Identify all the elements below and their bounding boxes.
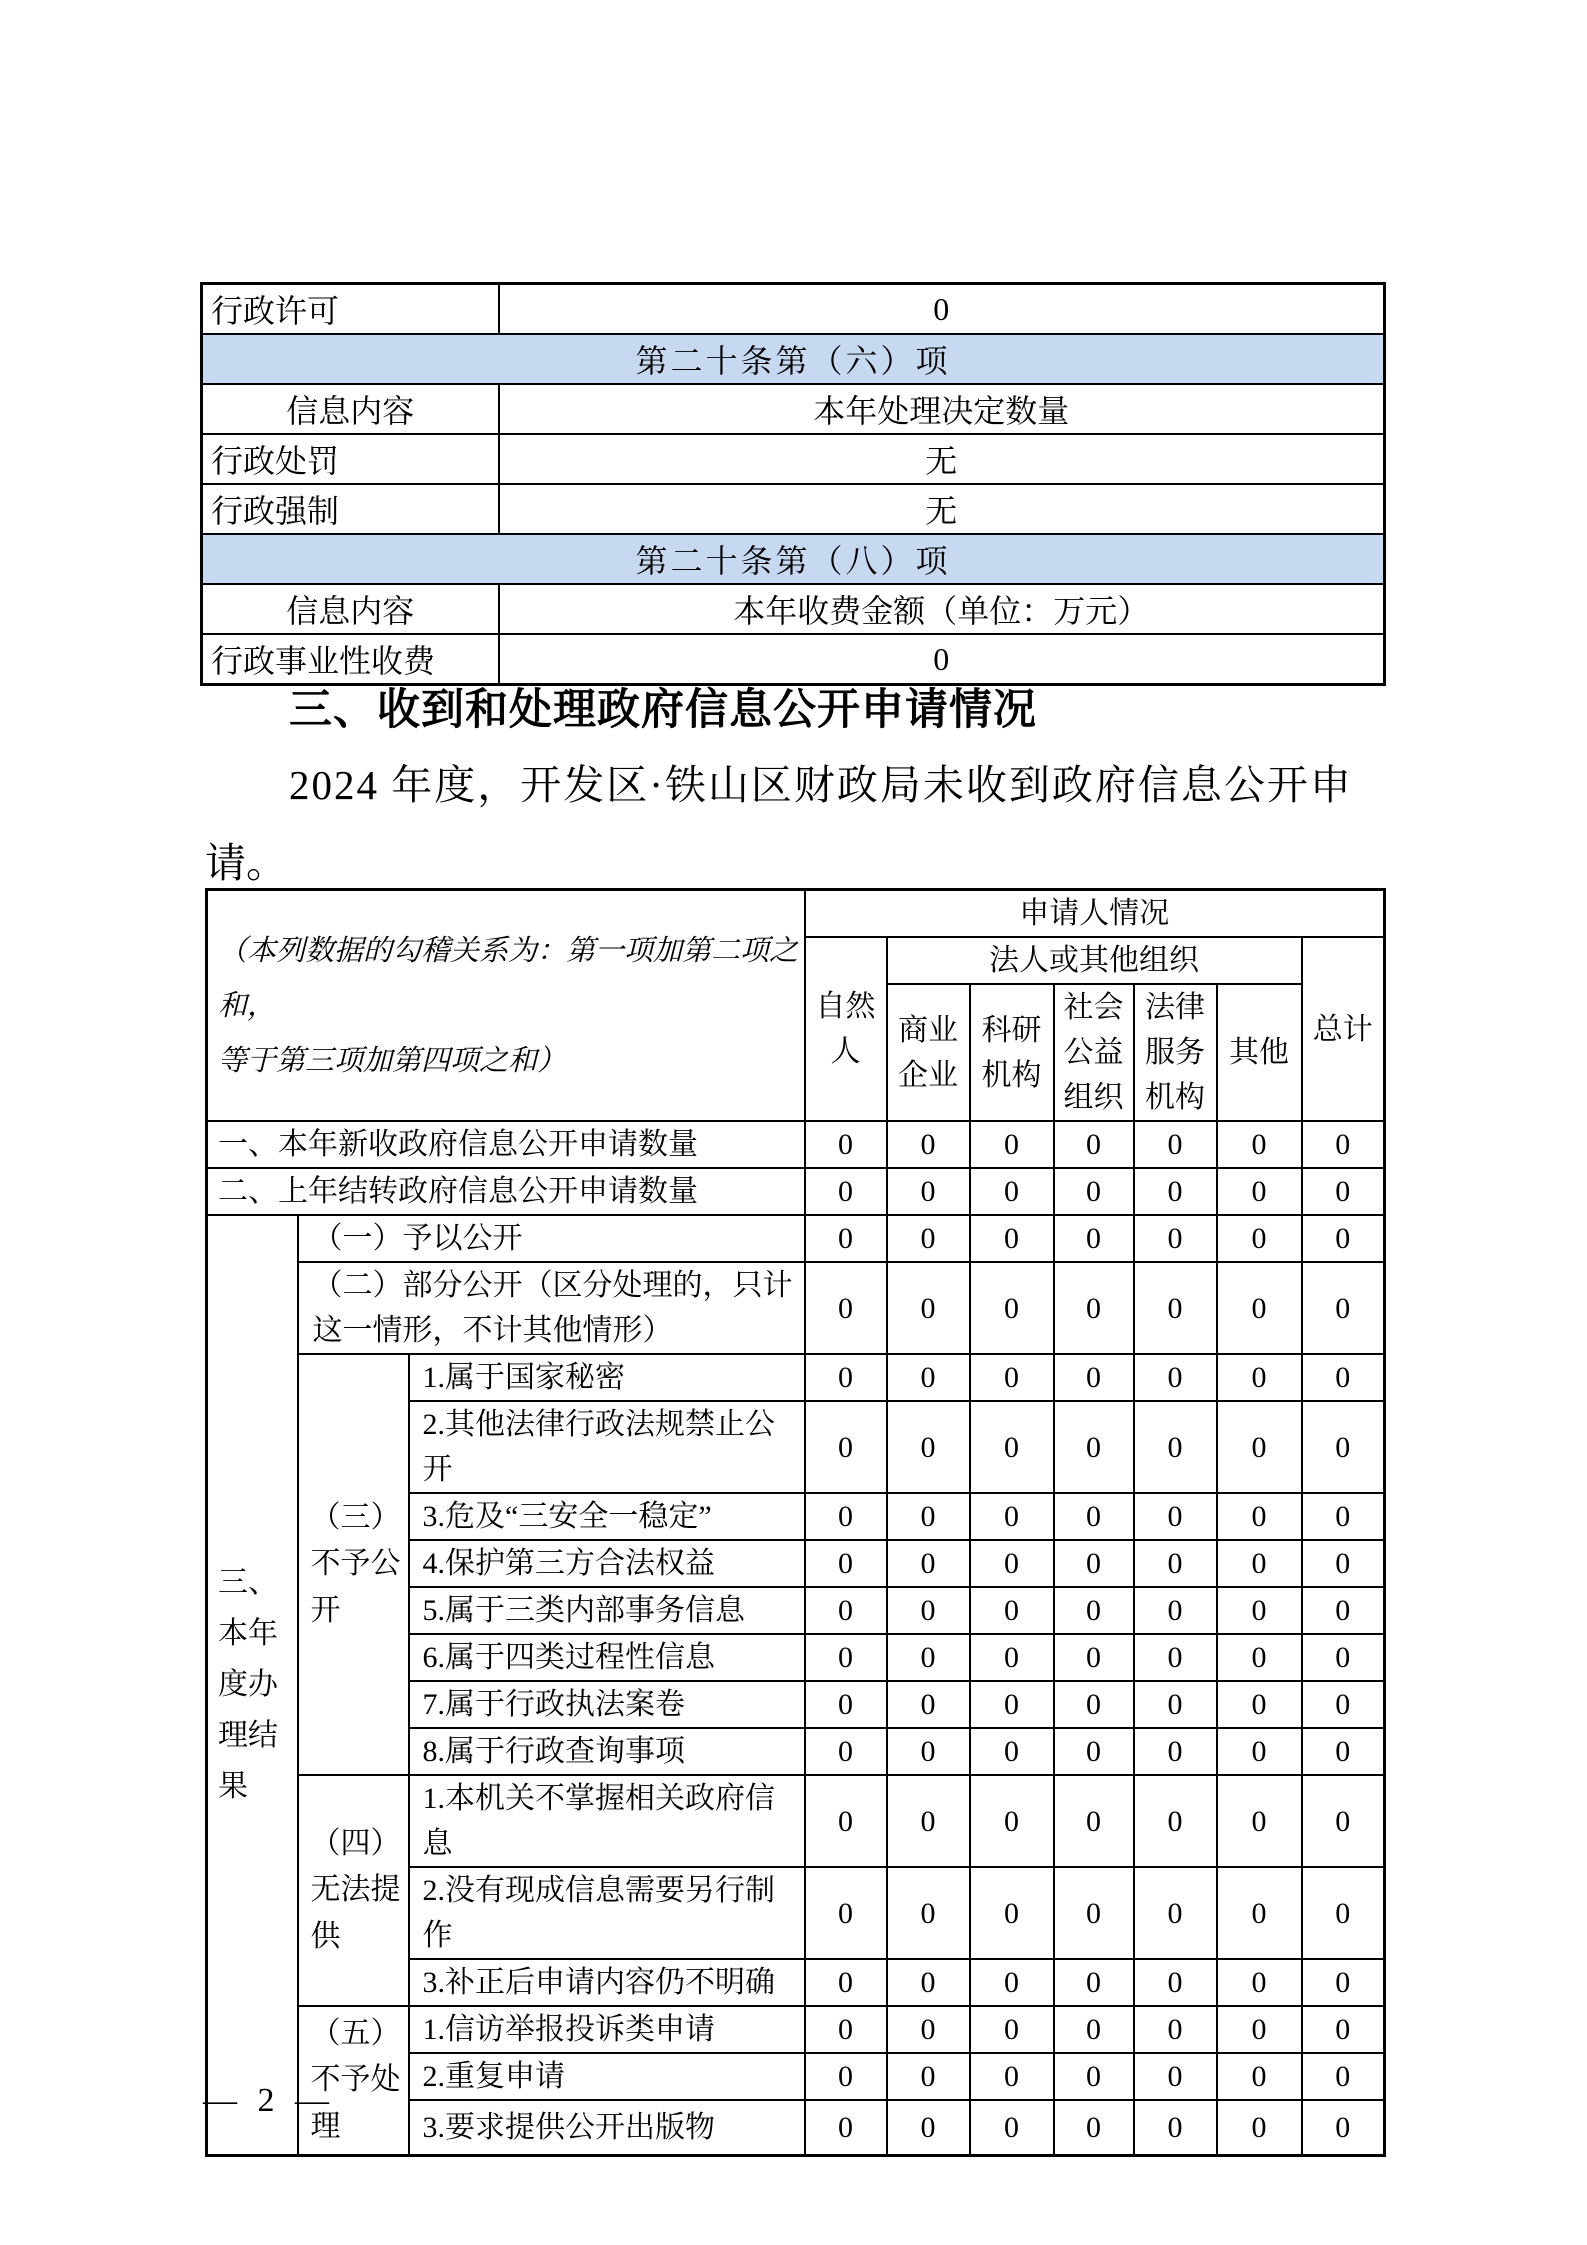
header-row: [207, 890, 1385, 938]
value-cell: 0: [1134, 1634, 1217, 1681]
value-cell: 0: [970, 1401, 1054, 1493]
section-band-row: [202, 334, 1385, 384]
value-cell: 0: [805, 1215, 887, 1262]
applications-table: [205, 888, 1386, 2157]
row-label-cell: 行政处罚: [202, 434, 499, 484]
row-label-cell: 3.要求提供公开出版物: [409, 2100, 805, 2155]
value-cell: 0: [1054, 2100, 1134, 2155]
section-heading: 三、收到和处理政府信息公开申请情况: [289, 685, 1037, 735]
value-cell: 0: [1134, 1401, 1217, 1493]
group-label-cell: （四）无法提供: [298, 1775, 409, 2006]
row-label-cell: 6.属于四类过程性信息: [409, 1634, 805, 1681]
value-cell: 0: [805, 1775, 887, 1867]
value-cell: 0: [1302, 1168, 1385, 1215]
value-cell: 0: [1302, 1493, 1385, 1540]
value-cell: 0: [1217, 1728, 1302, 1775]
row-label-cell: 行政事业性收费: [202, 634, 499, 685]
value-cell: 0: [1217, 1401, 1302, 1493]
value-cell: 0: [1054, 2053, 1134, 2100]
value-cell: 0: [887, 1540, 970, 1587]
value-cell: 0: [1302, 1587, 1385, 1634]
value-cell: 0: [1134, 1354, 1217, 1401]
value-cell: 0: [1134, 1121, 1217, 1168]
value-cell: 0: [1302, 1681, 1385, 1728]
value-cell: 0: [1217, 1775, 1302, 1867]
value-cell: 0: [1217, 1215, 1302, 1262]
value-cell: 0: [887, 1401, 970, 1493]
header-cell-other: 其他: [1217, 984, 1302, 1121]
value-cell: 0: [1134, 1493, 1217, 1540]
value-cell: 0: [1302, 2053, 1385, 2100]
value-cell: 0: [887, 1728, 970, 1775]
value-cell: 0: [1217, 1867, 1302, 1959]
value-cell: 0: [1217, 1168, 1302, 1215]
value-cell: 0: [1134, 2053, 1217, 2100]
table-row: [202, 484, 1385, 534]
header-cell-business: 商业企业: [887, 984, 970, 1121]
value-cell: 0: [1217, 1681, 1302, 1728]
value-cell: 0: [1302, 1775, 1385, 1867]
value-cell: 0: [1054, 1354, 1134, 1401]
value-cell: 0: [887, 1634, 970, 1681]
table-row: [202, 434, 1385, 484]
table-row: [207, 1354, 1385, 1401]
value-cell: 0: [1134, 1262, 1217, 1354]
value-cell: 0: [1134, 1215, 1217, 1262]
value-cell: 0: [1134, 1775, 1217, 1867]
value-cell: 0: [1134, 2100, 1217, 2155]
value-cell: 0: [1054, 1262, 1134, 1354]
table-row: [202, 584, 1385, 634]
value-cell: 0: [1302, 1959, 1385, 2006]
value-cell: 0: [1054, 1493, 1134, 1540]
value-cell: 0: [887, 1959, 970, 2006]
value-cell: 0: [1217, 1493, 1302, 1540]
row-label-cell: 信息内容: [202, 384, 499, 434]
value-cell: 0: [1302, 1540, 1385, 1587]
value-cell: 0: [805, 1121, 887, 1168]
value-cell: 0: [805, 1728, 887, 1775]
value-cell: 0: [1134, 1728, 1217, 1775]
row-label-cell: 4.保护第三方合法权益: [409, 1540, 805, 1587]
value-cell: 0: [887, 1121, 970, 1168]
value-cell: 0: [970, 1587, 1054, 1634]
corner-note-line-2: 等于第三项加第四项之和）: [218, 1043, 567, 1078]
value-cell: 无: [499, 484, 1385, 534]
corner-note-line-1: （本列数据的勾稽关系为：第一项加第二项之和，: [218, 932, 799, 1022]
table-row: [207, 1168, 1385, 1215]
value-cell: 0: [970, 2053, 1054, 2100]
row-label-cell: 3.危及“三安全一稳定”: [409, 1493, 805, 1540]
value-cell: 0: [1217, 1121, 1302, 1168]
value-cell: 0: [805, 2053, 887, 2100]
value-cell: 0: [1302, 1262, 1385, 1354]
value-cell: 0: [1054, 1681, 1134, 1728]
corner-note: [207, 890, 805, 1122]
value-cell: 0: [1054, 1215, 1134, 1262]
value-cell: 0: [805, 1493, 887, 1540]
row-label-cell: （一）予以公开: [298, 1215, 805, 1262]
value-cell: 0: [970, 2100, 1054, 2155]
value-cell: 0: [887, 1354, 970, 1401]
value-cell: 0: [1054, 1121, 1134, 1168]
value-cell: 0: [970, 1681, 1054, 1728]
value-cell: 0: [499, 634, 1385, 685]
value-cell: 0: [1054, 1401, 1134, 1493]
table-row: [202, 284, 1385, 335]
value-cell: 0: [1302, 1215, 1385, 1262]
table-row: [207, 1775, 1385, 1867]
value-cell: 0: [805, 2100, 887, 2155]
value-cell: 0: [1134, 1959, 1217, 2006]
value-cell: 0: [1217, 2100, 1302, 2155]
value-cell: 0: [1302, 1401, 1385, 1493]
row-label-cell: 一、本年新收政府信息公开申请数量: [207, 1121, 805, 1168]
value-cell: 0: [805, 2006, 887, 2053]
value-cell: 0: [887, 1215, 970, 1262]
table-row: [202, 384, 1385, 434]
value-cell: 0: [1054, 1728, 1134, 1775]
value-cell: 0: [1302, 1121, 1385, 1168]
value-cell: 0: [805, 1587, 887, 1634]
value-cell: 0: [887, 2100, 970, 2155]
value-cell: 0: [887, 1262, 970, 1354]
row-label-cell: 2.其他法律行政法规禁止公开: [409, 1401, 805, 1493]
table-row: [207, 1262, 1385, 1354]
value-cell: 0: [1217, 1634, 1302, 1681]
row-label-cell: 二、上年结转政府信息公开申请数量: [207, 1168, 805, 1215]
value-cell: 0: [1134, 2006, 1217, 2053]
value-cell: 0: [1302, 1354, 1385, 1401]
value-cell: 0: [1054, 1587, 1134, 1634]
value-cell: 0: [1134, 1540, 1217, 1587]
value-cell: 0: [805, 1262, 887, 1354]
value-cell: 0: [1054, 1867, 1134, 1959]
header-cell-research: 科研机构: [970, 984, 1054, 1121]
value-cell: 0: [1054, 1775, 1134, 1867]
row-label-cell: 信息内容: [202, 584, 499, 634]
row-label-cell: 1.本机关不掌握相关政府信息: [409, 1775, 805, 1867]
value-cell: 0: [805, 1401, 887, 1493]
value-cell: 0: [970, 1493, 1054, 1540]
value-cell: 0: [970, 1168, 1054, 1215]
row-label-cell: 1.属于国家秘密: [409, 1354, 805, 1401]
value-cell: 0: [1134, 1867, 1217, 1959]
value-cell: 0: [970, 1354, 1054, 1401]
value-cell: 0: [1054, 1634, 1134, 1681]
value-cell: 0: [970, 1959, 1054, 2006]
row-label-cell: 2.没有现成信息需要另行制作: [409, 1867, 805, 1959]
value-cell: 0: [805, 1681, 887, 1728]
paragraph-line-2: 请。: [205, 840, 287, 886]
value-cell: 0: [1302, 1867, 1385, 1959]
value-cell: 本年处理决定数量: [499, 384, 1385, 434]
header-cell-social: 社会公益组织: [1054, 984, 1134, 1121]
value-cell: 0: [1302, 1728, 1385, 1775]
value-cell: 0: [1302, 1634, 1385, 1681]
value-cell: 0: [805, 1867, 887, 1959]
value-cell: 0: [1134, 1681, 1217, 1728]
section-band-row: [202, 534, 1385, 584]
value-cell: 0: [805, 1540, 887, 1587]
value-cell: 0: [1134, 1168, 1217, 1215]
table-row: [207, 2006, 1385, 2053]
value-cell: 0: [970, 1728, 1054, 1775]
value-cell: 0: [970, 1634, 1054, 1681]
value-cell: 无: [499, 434, 1385, 484]
row-label-cell: 7.属于行政执法案卷: [409, 1681, 805, 1728]
value-cell: 0: [1054, 1959, 1134, 2006]
value-cell: 0: [1217, 1262, 1302, 1354]
row-label-cell: 1.信访举报投诉类申请: [409, 2006, 805, 2053]
row-label-cell: 8.属于行政查询事项: [409, 1728, 805, 1775]
article-20-table: [200, 282, 1386, 686]
value-cell: 0: [887, 1587, 970, 1634]
value-cell: 0: [970, 1867, 1054, 1959]
value-cell: 0: [970, 2006, 1054, 2053]
band-cell: 第二十条第（八）项: [202, 534, 1385, 584]
table-row: [207, 1215, 1385, 1262]
row-label-cell: 3.补正后申请内容仍不明确: [409, 1959, 805, 2006]
group-label-cell: （三）不予公开: [298, 1354, 409, 1775]
header-cell-total: 总计: [1302, 937, 1385, 1121]
paragraph-line-1: 2024 年度，开发区·铁山区财政局未收到政府信息公开申: [289, 762, 1353, 808]
value-cell: 0: [1217, 1354, 1302, 1401]
value-cell: 0: [970, 1540, 1054, 1587]
value-cell: 0: [499, 284, 1385, 335]
value-cell: 0: [887, 1168, 970, 1215]
value-cell: 0: [887, 2053, 970, 2100]
value-cell: 0: [970, 1775, 1054, 1867]
header-cell-legal-service: 法律服务机构: [1134, 984, 1217, 1121]
value-cell: 本年收费金额（单位：万元）: [499, 584, 1385, 634]
value-cell: 0: [1054, 1168, 1134, 1215]
row-label-cell: 行政许可: [202, 284, 499, 335]
value-cell: 0: [887, 1775, 970, 1867]
row-label-cell: （二）部分公开（区分处理的，只计这一情形，不计其他情形）: [298, 1262, 805, 1354]
value-cell: 0: [1054, 2006, 1134, 2053]
value-cell: 0: [1134, 1587, 1217, 1634]
header-cell-natural-person: 自然人: [805, 937, 887, 1121]
value-cell: 0: [1217, 1540, 1302, 1587]
value-cell: 0: [970, 1262, 1054, 1354]
value-cell: 0: [805, 1959, 887, 2006]
value-cell: 0: [1302, 2100, 1385, 2155]
value-cell: 0: [1302, 2006, 1385, 2053]
band-cell: 第二十条第（六）项: [202, 334, 1385, 384]
page-number: — 2 —: [203, 2082, 335, 2119]
group-label-cell: （五）不予处理: [298, 2006, 409, 2155]
value-cell: 0: [887, 1867, 970, 1959]
table-row: [207, 1121, 1385, 1168]
vertical-group-label-cell: 三、本年度办理结果: [207, 1215, 298, 2155]
value-cell: 0: [805, 1168, 887, 1215]
value-cell: 0: [1217, 2006, 1302, 2053]
value-cell: 0: [1054, 1540, 1134, 1587]
row-label-cell: 5.属于三类内部事务信息: [409, 1587, 805, 1634]
value-cell: 0: [805, 1634, 887, 1681]
value-cell: 0: [887, 2006, 970, 2053]
value-cell: 0: [1217, 1959, 1302, 2006]
row-label-cell: 2.重复申请: [409, 2053, 805, 2100]
value-cell: 0: [1217, 2053, 1302, 2100]
value-cell: 0: [970, 1121, 1054, 1168]
value-cell: 0: [887, 1493, 970, 1540]
value-cell: 0: [970, 1215, 1054, 1262]
header-cell-applicant: 申请人情况: [805, 890, 1385, 938]
value-cell: 0: [1217, 1587, 1302, 1634]
value-cell: 0: [805, 1354, 887, 1401]
value-cell: 0: [887, 1681, 970, 1728]
header-cell-legal-group: 法人或其他组织: [887, 937, 1302, 984]
row-label-cell: 行政强制: [202, 484, 499, 534]
